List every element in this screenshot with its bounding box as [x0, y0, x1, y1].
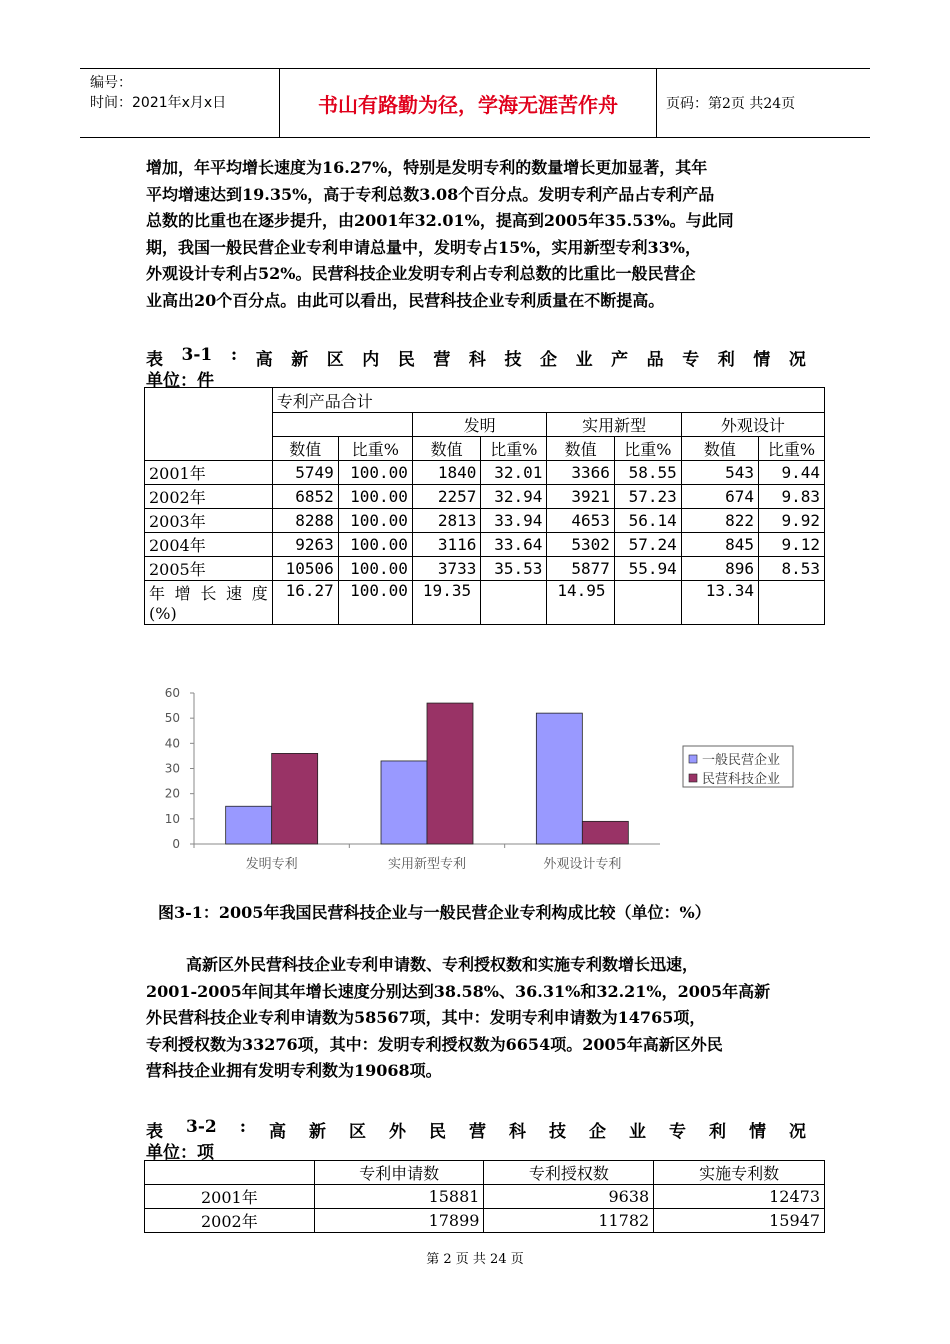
growth-cell: 100.00 — [338, 581, 412, 625]
growth-cell — [758, 581, 824, 625]
table1-cell: 10506 — [272, 557, 338, 581]
y-tick-label: 40 — [164, 736, 180, 751]
table1-caption-char: 新 — [291, 350, 309, 370]
col-value-header: 数值 — [412, 437, 480, 461]
paragraph-2 — [146, 952, 810, 1085]
table1-body — [145, 461, 825, 581]
table1-cell: 5749 — [272, 461, 338, 485]
figure-caption: 图3-1：2005年我国民营科技企业与一般民营企业专利构成比较（单位：%） — [158, 903, 711, 922]
table1-cell: 58.55 — [614, 461, 681, 485]
table1-cell: 32.94 — [481, 485, 547, 509]
patent-structure-chart — [140, 680, 820, 880]
table1-cell: 1840 — [412, 461, 480, 485]
table2-unit: 单位：项 — [146, 1143, 214, 1163]
table2 — [144, 1160, 825, 1233]
growth-cell: 16.27 — [272, 581, 338, 625]
para2-line: 营科技企业拥有发明专利数为19068项。 — [146, 1061, 442, 1080]
table1-caption-char: 业 — [575, 350, 593, 370]
table1-cell: 100.00 — [338, 485, 412, 509]
growth-label-chars — [149, 581, 268, 604]
growth-cell — [614, 581, 681, 625]
table2-cell: 12473 — [654, 1185, 825, 1209]
table1-cell: 4653 — [547, 509, 615, 533]
table1-cell: 543 — [681, 461, 758, 485]
col-ratio-header: 比重% — [758, 437, 824, 461]
table1-cell: 845 — [681, 533, 758, 557]
para1-line: 平均增速达到19.35%，高于专利总数3.08个百分点。发明专利产品占专利产品 — [146, 184, 715, 204]
growth-label-char: 年 — [149, 584, 166, 603]
para1-line: 期，我国一般民营企业专利申请总量中，发明专占15%，实用新型专利33%， — [146, 237, 701, 257]
y-tick-label: 10 — [164, 811, 180, 826]
table2-caption-char: 新 — [309, 1122, 326, 1142]
table1-caption-char: 企 — [540, 350, 558, 370]
legend-swatch — [689, 755, 697, 763]
bar-general-1 — [381, 761, 427, 844]
growth-label-char: 度 — [251, 584, 268, 603]
table1-growth-row — [145, 581, 825, 625]
table1-caption-char: 况 — [788, 350, 806, 370]
table2-caption-char: 科 — [509, 1122, 526, 1142]
table1-caption — [146, 345, 806, 391]
table1-cell: 674 — [681, 485, 758, 509]
table1-cell: 56.14 — [614, 509, 681, 533]
table1-row — [145, 509, 825, 533]
y-tick-label: 50 — [164, 711, 180, 726]
table1-row — [145, 533, 825, 557]
table1-corner — [145, 388, 273, 461]
growth-cell: 13.34 — [681, 581, 758, 625]
table2-caption-char: 情 — [749, 1122, 766, 1142]
table1-cell: 100.00 — [338, 557, 412, 581]
table1-growth-label — [145, 581, 273, 625]
table1-caption-char: 3-1 — [181, 345, 213, 365]
bar-general-0 — [226, 806, 272, 844]
x-category-label: 外观设计专利 — [543, 857, 622, 872]
number-label: 编号： — [90, 75, 132, 91]
table1-caption-char: 表 — [146, 350, 163, 370]
legend-label: 民营科技企业 — [702, 772, 781, 787]
table1-row — [145, 557, 825, 581]
table1-caption-char: 高 — [255, 350, 273, 370]
table2-row — [145, 1185, 825, 1209]
table1-caption-char: 专 — [682, 350, 700, 370]
col-value-header: 数值 — [681, 437, 758, 461]
table1-cell: 100.00 — [338, 461, 412, 485]
table1-cell: 8.53 — [758, 557, 824, 581]
table1-cell: 57.24 — [614, 533, 681, 557]
col-value-header: 数值 — [547, 437, 615, 461]
table1-cell: 6852 — [272, 485, 338, 509]
page-footer: 第 2 页 共 24 页 — [426, 1252, 524, 1267]
table2-caption-char: 3-2 — [186, 1117, 217, 1137]
bar-tech-2 — [582, 821, 628, 844]
table2-cell: 9638 — [484, 1185, 654, 1209]
row-year-label: 2004年 — [145, 533, 273, 557]
time-label: 时间：2021年x月x日 — [90, 95, 227, 111]
table2-caption-char: 况 — [789, 1122, 806, 1142]
table1-cell: 3116 — [412, 533, 480, 557]
y-tick-label: 0 — [172, 837, 180, 851]
table1-caption-char: 品 — [646, 350, 664, 370]
growth-label-char: 长 — [200, 584, 217, 603]
para2-line: 2001-2005年间其年增长速度分别达到38.58%、36.31%和32.21%，2005年高新 — [146, 981, 771, 1001]
table1-cell: 35.53 — [481, 557, 547, 581]
table2-header: 专利申请数 — [314, 1161, 484, 1185]
table1-caption-char: 民 — [397, 350, 415, 370]
row-year-label: 2005年 — [145, 557, 273, 581]
table2-caption — [146, 1117, 806, 1163]
table1-cell: 5877 — [547, 557, 615, 581]
growth-cell — [481, 581, 547, 625]
growth-label-char: 增 — [174, 584, 191, 603]
table1-caption-char: 区 — [326, 350, 344, 370]
table2-caption-char: 专 — [669, 1122, 686, 1142]
table1-cell: 2813 — [412, 509, 480, 533]
legend-label: 一般民营企业 — [702, 753, 781, 768]
table1-cell: 32.01 — [481, 461, 547, 485]
table1-group-design: 外观设计 — [681, 413, 824, 437]
col-ratio-header: 比重% — [481, 437, 547, 461]
table2-body — [145, 1185, 825, 1233]
table2-cell: 17899 — [314, 1209, 484, 1233]
table2-cell: 15947 — [654, 1209, 825, 1233]
y-tick-label: 20 — [164, 786, 180, 801]
para1-line: 增加，年平均增长速度为16.27%，特别是发明专利的数量增长更加显著，其年 — [146, 158, 708, 177]
growth-cell: 19.35 — [412, 581, 480, 625]
para2-line: 外民营科技企业专利申请数为58567项，其中：发明专利申请数为14765项， — [146, 1008, 706, 1027]
table1-cell: 2257 — [412, 485, 480, 509]
row-year-label: 2001年 — [145, 1185, 315, 1209]
table1-total-spacer — [272, 413, 412, 437]
para2-line: 高新区外民营科技企业专利申请数、专利授权数和实施专利数增长迅速， — [186, 955, 699, 974]
table1-cell: 57.23 — [614, 485, 681, 509]
table2-caption-char: 区 — [349, 1122, 366, 1142]
table1-caption-char: 营 — [433, 350, 451, 370]
table1-cell: 9.92 — [758, 509, 824, 533]
table2-header-row — [145, 1161, 825, 1185]
table1-cell: 100.00 — [338, 533, 412, 557]
y-tick-label: 30 — [164, 761, 180, 776]
para1-line: 外观设计专利占52%。民营科技企业发明专利占专利总数的比重比一般民营企 — [146, 264, 696, 283]
table1-cell: 33.94 — [481, 509, 547, 533]
table1-cell: 9.12 — [758, 533, 824, 557]
paragraph-1 — [146, 155, 810, 314]
growth-label-suffix: (%) — [149, 604, 177, 623]
table1-cell: 9.83 — [758, 485, 824, 509]
table1-cell: 822 — [681, 509, 758, 533]
row-year-label: 2002年 — [145, 1209, 315, 1233]
table2-corner — [145, 1161, 315, 1185]
header-meta — [80, 69, 280, 137]
para1-line: 业高出20个百分点。由此可以看出，民营科技企业专利质量在不断提高。 — [146, 290, 665, 310]
table2-caption-char: 营 — [469, 1122, 486, 1142]
row-year-label: 2003年 — [145, 509, 273, 533]
growth-label-char: 速 — [226, 584, 243, 603]
table2-cell: 15881 — [314, 1185, 484, 1209]
bar-tech-1 — [427, 703, 473, 844]
table1-cell: 3366 — [547, 461, 615, 485]
table1-caption-char: 内 — [362, 350, 380, 370]
table1-cell: 9263 — [272, 533, 338, 557]
legend-swatch — [689, 774, 697, 782]
table2-header: 专利授权数 — [484, 1161, 654, 1185]
table1-caption-char: 科 — [468, 350, 486, 370]
table2-caption-char: 利 — [709, 1122, 726, 1142]
row-year-label: 2002年 — [145, 485, 273, 509]
table1-caption-char: 情 — [753, 350, 771, 370]
para2-line: 专利授权数为33276项，其中：发明专利授权数为6654项。2005年高新区外民 — [146, 1034, 723, 1054]
table2-row — [145, 1209, 825, 1233]
bar-general-2 — [536, 713, 582, 844]
table2-header: 实施专利数 — [654, 1161, 825, 1185]
table1-cell: 8288 — [272, 509, 338, 533]
table1-row — [145, 461, 825, 485]
table2-caption-char: 高 — [269, 1122, 286, 1142]
table2-caption-char: 业 — [629, 1122, 646, 1142]
table1-caption-char: 技 — [504, 350, 522, 370]
table2-caption-char: : — [239, 1117, 246, 1137]
table2-caption-char: 技 — [549, 1122, 566, 1142]
col-ratio-header: 比重% — [338, 437, 412, 461]
table1-group-invention: 发明 — [412, 413, 546, 437]
x-category-label: 实用新型专利 — [387, 857, 467, 872]
page-header — [80, 68, 870, 138]
table1-cell: 3733 — [412, 557, 480, 581]
table1-unit: 单位：件 — [146, 371, 214, 391]
table1-cell: 100.00 — [338, 509, 412, 533]
table2-caption-char: 民 — [429, 1122, 446, 1142]
table1-row — [145, 485, 825, 509]
table1-cell: 896 — [681, 557, 758, 581]
table1 — [144, 387, 825, 625]
col-ratio-header: 比重% — [614, 437, 681, 461]
header-motto: 书山有路勤为径，学海无涯苦作舟 — [280, 69, 657, 137]
table1-caption-char: 产 — [611, 350, 629, 370]
table2-caption-char: 外 — [389, 1122, 406, 1142]
table2-cell: 11782 — [484, 1209, 654, 1233]
table2-caption-char: 表 — [146, 1122, 163, 1142]
table1-group-total: 专利产品合计 — [272, 388, 824, 413]
bar-tech-0 — [272, 753, 318, 844]
table1-caption-char: : — [230, 345, 238, 365]
para1-line: 总数的比重也在逐步提升，由2001年32.01%，提高到2005年35.53%。与此同 — [146, 211, 734, 230]
y-tick-label: 60 — [164, 686, 180, 700]
table1-cell: 5302 — [547, 533, 615, 557]
header-page-info: 页码：第2页 共24页 — [666, 96, 796, 112]
table1-cell: 3921 — [547, 485, 615, 509]
table2-caption-char: 企 — [589, 1122, 606, 1142]
table1-caption-char: 利 — [717, 350, 735, 370]
x-category-label: 发明专利 — [245, 857, 298, 872]
row-year-label: 2001年 — [145, 461, 273, 485]
col-value-header: 数值 — [272, 437, 338, 461]
table1-cell: 33.64 — [481, 533, 547, 557]
growth-cell: 14.95 — [547, 581, 615, 625]
table1-cell: 9.44 — [758, 461, 824, 485]
table1-group-utility: 实用新型 — [547, 413, 681, 437]
table1-cell: 55.94 — [614, 557, 681, 581]
